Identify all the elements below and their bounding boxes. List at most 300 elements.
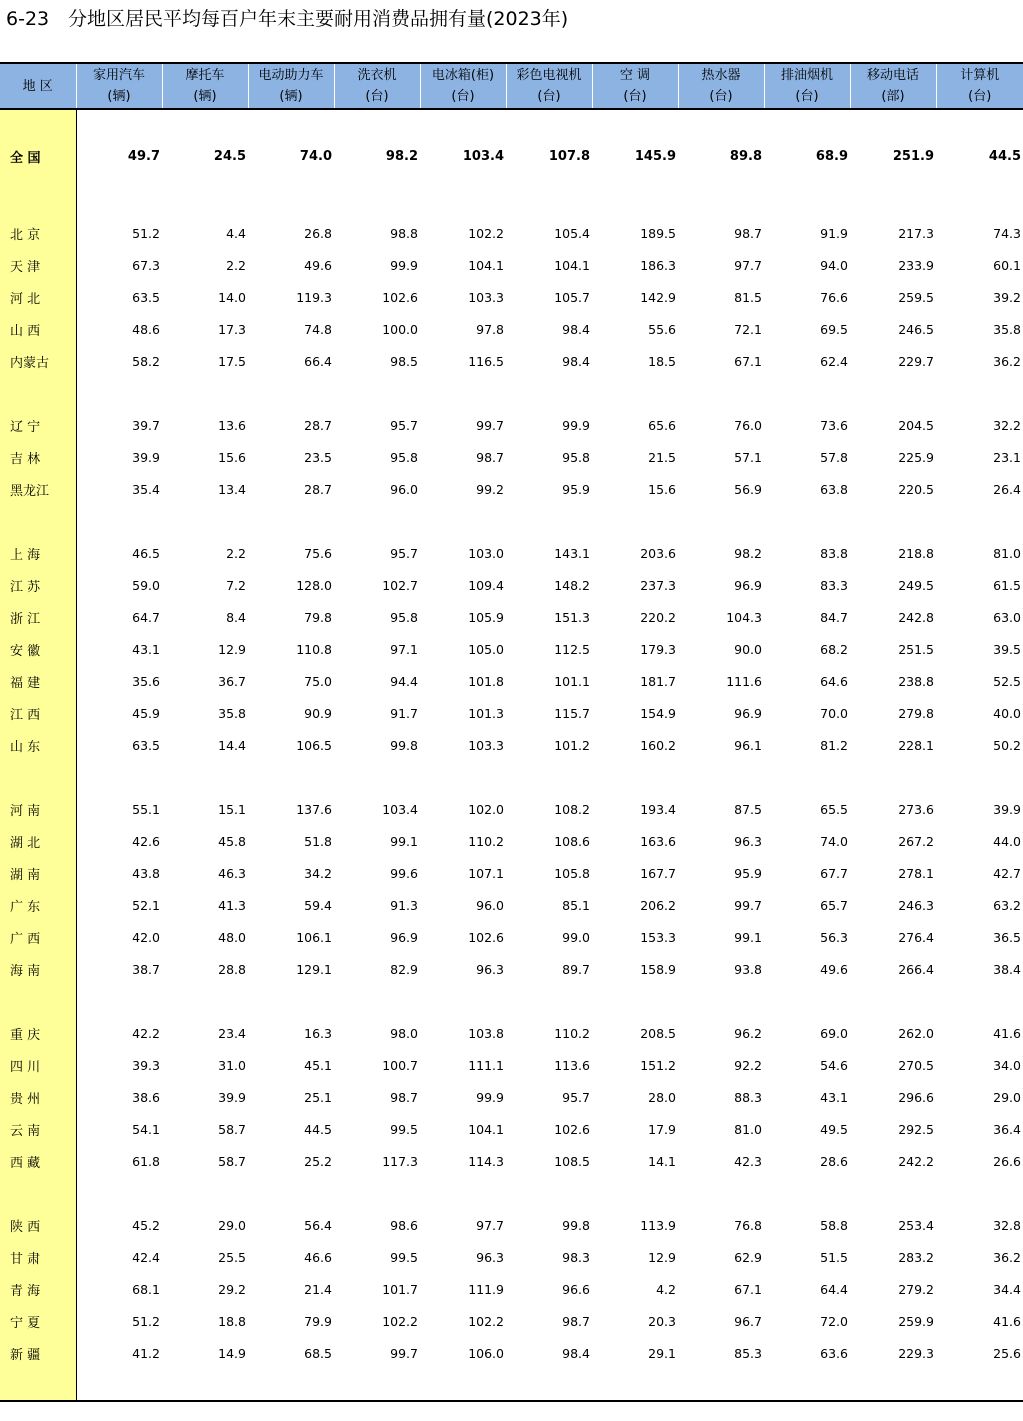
value-cell: 96.1 bbox=[734, 737, 762, 753]
value-cell: 91.7 bbox=[390, 705, 418, 721]
value-cell: 66.4 bbox=[304, 353, 332, 369]
value-cell: 102.6 bbox=[554, 1121, 590, 1137]
value-cell: 63.5 bbox=[132, 289, 160, 305]
value-cell: 108.2 bbox=[554, 801, 590, 817]
value-cell: 99.1 bbox=[390, 833, 418, 849]
value-cell: 218.8 bbox=[898, 545, 934, 561]
value-cell: 279.8 bbox=[898, 705, 934, 721]
column-header bbox=[334, 63, 420, 109]
value-cell: 62.9 bbox=[734, 1249, 762, 1265]
value-cell: 68.9 bbox=[815, 148, 848, 164]
value-cell: 36.5 bbox=[993, 929, 1021, 945]
value-cell: 24.5 bbox=[213, 148, 246, 164]
value-cell: 4.2 bbox=[656, 1281, 676, 1297]
table-row bbox=[0, 281, 1023, 313]
value-cell: 65.5 bbox=[820, 801, 848, 817]
value-cell: 17.3 bbox=[218, 321, 246, 337]
value-cell: 96.3 bbox=[476, 961, 504, 977]
value-cell: 63.8 bbox=[820, 481, 848, 497]
value-cell: 67.7 bbox=[820, 865, 848, 881]
value-cell: 220.2 bbox=[640, 609, 676, 625]
value-cell: 98.2 bbox=[385, 148, 418, 164]
value-cell: 242.2 bbox=[898, 1153, 934, 1169]
value-cell: 58.2 bbox=[132, 353, 160, 369]
value-cell: 266.4 bbox=[898, 961, 934, 977]
column-header-name: 计算机 bbox=[960, 68, 1000, 83]
column-header-name: 排油烟机 bbox=[780, 68, 833, 83]
value-cell: 18.8 bbox=[218, 1313, 246, 1329]
value-cell: 16.3 bbox=[304, 1025, 332, 1041]
value-cell: 17.9 bbox=[648, 1121, 676, 1137]
value-cell: 41.6 bbox=[993, 1025, 1021, 1041]
value-cell: 110.8 bbox=[296, 641, 332, 657]
value-cell: 108.5 bbox=[554, 1153, 590, 1169]
column-header-name: 家用汽车 bbox=[92, 68, 145, 83]
value-cell: 68.1 bbox=[132, 1281, 160, 1297]
value-cell: 61.5 bbox=[993, 577, 1021, 593]
value-cell: 85.3 bbox=[734, 1345, 762, 1361]
value-cell: 113.6 bbox=[554, 1057, 590, 1073]
value-cell: 42.7 bbox=[993, 865, 1021, 881]
value-cell: 51.2 bbox=[132, 1313, 160, 1329]
table-row bbox=[0, 953, 1023, 985]
value-cell: 28.7 bbox=[304, 417, 332, 433]
region-cell: 辽 宁 bbox=[0, 409, 76, 441]
column-header-name: 摩托车 bbox=[185, 68, 225, 83]
region-cell: 四 川 bbox=[0, 1049, 76, 1081]
value-cell: 28.6 bbox=[820, 1153, 848, 1169]
region-cell: 广 东 bbox=[0, 889, 76, 921]
region-cell: 江 西 bbox=[0, 697, 76, 729]
table-row bbox=[0, 441, 1023, 473]
column-header bbox=[76, 63, 162, 109]
region-cell: 上 海 bbox=[0, 537, 76, 569]
value-cell: 25.1 bbox=[304, 1089, 332, 1105]
value-cell: 23.1 bbox=[993, 449, 1021, 465]
value-cell: 41.2 bbox=[132, 1345, 160, 1361]
value-cell: 105.4 bbox=[554, 225, 590, 241]
value-cell: 63.0 bbox=[993, 609, 1021, 625]
value-cell: 41.3 bbox=[218, 897, 246, 913]
value-cell: 100.0 bbox=[382, 321, 418, 337]
value-cell: 14.4 bbox=[218, 737, 246, 753]
value-cell: 90.0 bbox=[734, 641, 762, 657]
value-cell: 29.0 bbox=[218, 1217, 246, 1233]
column-header-name: 洗衣机 bbox=[357, 68, 397, 83]
value-cell: 35.6 bbox=[132, 673, 160, 689]
value-cell: 100.7 bbox=[382, 1057, 418, 1073]
value-cell: 64.7 bbox=[132, 609, 160, 625]
table-row bbox=[0, 729, 1023, 761]
value-cell: 98.4 bbox=[562, 321, 590, 337]
value-cell: 278.1 bbox=[898, 865, 934, 881]
table-row bbox=[0, 1337, 1023, 1369]
value-cell: 81.0 bbox=[993, 545, 1021, 561]
table-row bbox=[0, 1209, 1023, 1241]
value-cell: 259.9 bbox=[898, 1313, 934, 1329]
value-cell: 12.9 bbox=[648, 1249, 676, 1265]
value-cell: 99.9 bbox=[562, 417, 590, 433]
value-cell: 74.0 bbox=[299, 148, 332, 164]
value-cell: 99.6 bbox=[390, 865, 418, 881]
value-cell: 64.4 bbox=[820, 1281, 848, 1297]
region-cell: 河 北 bbox=[0, 281, 76, 313]
value-cell: 36.2 bbox=[993, 1249, 1021, 1265]
table-row bbox=[0, 1305, 1023, 1337]
value-cell: 273.6 bbox=[898, 801, 934, 817]
value-cell: 8.4 bbox=[226, 609, 246, 625]
value-cell: 229.3 bbox=[898, 1345, 934, 1361]
value-cell: 99.5 bbox=[390, 1121, 418, 1137]
value-cell: 51.8 bbox=[304, 833, 332, 849]
value-cell: 17.5 bbox=[218, 353, 246, 369]
region-header: 地 区 bbox=[0, 63, 76, 109]
table-row bbox=[0, 889, 1023, 921]
region-cell: 宁 夏 bbox=[0, 1305, 76, 1337]
value-cell: 18.5 bbox=[648, 353, 676, 369]
value-cell: 79.9 bbox=[304, 1313, 332, 1329]
value-cell: 35.4 bbox=[132, 481, 160, 497]
value-cell: 42.6 bbox=[132, 833, 160, 849]
value-cell: 98.6 bbox=[390, 1217, 418, 1233]
value-cell: 98.4 bbox=[562, 353, 590, 369]
value-cell: 63.5 bbox=[132, 737, 160, 753]
column-header-unit: (台) bbox=[709, 89, 733, 104]
value-cell: 7.2 bbox=[226, 577, 246, 593]
value-cell: 42.2 bbox=[132, 1025, 160, 1041]
region-cell: 河 南 bbox=[0, 793, 76, 825]
table-row bbox=[0, 537, 1023, 569]
value-cell: 96.0 bbox=[390, 481, 418, 497]
value-cell: 97.1 bbox=[390, 641, 418, 657]
column-header bbox=[678, 63, 764, 109]
value-cell: 253.4 bbox=[898, 1217, 934, 1233]
value-cell: 101.7 bbox=[382, 1281, 418, 1297]
region-cell: 山 东 bbox=[0, 729, 76, 761]
value-cell: 111.6 bbox=[726, 673, 762, 689]
value-cell: 49.5 bbox=[820, 1121, 848, 1137]
value-cell: 99.8 bbox=[562, 1217, 590, 1233]
table-body bbox=[0, 109, 1023, 1401]
value-cell: 35.8 bbox=[218, 705, 246, 721]
value-cell: 69.5 bbox=[820, 321, 848, 337]
value-cell: 29.0 bbox=[993, 1089, 1021, 1105]
table-number: 6-23 bbox=[6, 8, 50, 30]
value-cell: 49.6 bbox=[304, 257, 332, 273]
value-cell: 75.6 bbox=[304, 545, 332, 561]
value-cell: 259.5 bbox=[898, 289, 934, 305]
spacer-row bbox=[0, 985, 1023, 1017]
column-header bbox=[850, 63, 936, 109]
value-cell: 56.4 bbox=[304, 1217, 332, 1233]
value-cell: 72.1 bbox=[734, 321, 762, 337]
value-cell: 96.7 bbox=[734, 1313, 762, 1329]
value-cell: 25.2 bbox=[304, 1153, 332, 1169]
value-cell: 39.2 bbox=[993, 289, 1021, 305]
value-cell: 68.2 bbox=[820, 641, 848, 657]
value-cell: 56.9 bbox=[734, 481, 762, 497]
value-cell: 28.8 bbox=[218, 961, 246, 977]
value-cell: 96.9 bbox=[734, 705, 762, 721]
value-cell: 98.8 bbox=[390, 225, 418, 241]
value-cell: 63.6 bbox=[820, 1345, 848, 1361]
value-cell: 94.4 bbox=[390, 673, 418, 689]
spacer-row bbox=[0, 185, 1023, 217]
value-cell: 102.2 bbox=[382, 1313, 418, 1329]
value-cell: 105.8 bbox=[554, 865, 590, 881]
value-cell: 39.5 bbox=[993, 641, 1021, 657]
value-cell: 102.6 bbox=[382, 289, 418, 305]
value-cell: 29.2 bbox=[218, 1281, 246, 1297]
region-cell: 云 南 bbox=[0, 1113, 76, 1145]
value-cell: 186.3 bbox=[640, 257, 676, 273]
value-cell: 233.9 bbox=[898, 257, 934, 273]
value-cell: 54.1 bbox=[132, 1121, 160, 1137]
value-cell: 41.6 bbox=[993, 1313, 1021, 1329]
value-cell: 45.2 bbox=[132, 1217, 160, 1233]
value-cell: 283.2 bbox=[898, 1249, 934, 1265]
value-cell: 105.0 bbox=[468, 641, 504, 657]
value-cell: 46.3 bbox=[218, 865, 246, 881]
value-cell: 103.8 bbox=[468, 1025, 504, 1041]
column-header-unit: (台) bbox=[451, 89, 475, 104]
value-cell: 51.5 bbox=[820, 1249, 848, 1265]
value-cell: 116.5 bbox=[468, 353, 504, 369]
value-cell: 91.3 bbox=[390, 897, 418, 913]
value-cell: 36.7 bbox=[218, 673, 246, 689]
value-cell: 76.6 bbox=[820, 289, 848, 305]
value-cell: 49.6 bbox=[820, 961, 848, 977]
value-cell: 26.8 bbox=[304, 225, 332, 241]
value-cell: 99.9 bbox=[476, 1089, 504, 1105]
table-row bbox=[0, 793, 1023, 825]
value-cell: 262.0 bbox=[898, 1025, 934, 1041]
value-cell: 106.5 bbox=[296, 737, 332, 753]
table-row bbox=[0, 1273, 1023, 1305]
column-header-name: 空 调 bbox=[619, 68, 651, 83]
value-cell: 48.0 bbox=[218, 929, 246, 945]
value-cell: 89.7 bbox=[562, 961, 590, 977]
value-cell: 98.3 bbox=[562, 1249, 590, 1265]
value-cell: 84.7 bbox=[820, 609, 848, 625]
table-row bbox=[0, 409, 1023, 441]
value-cell: 111.1 bbox=[468, 1057, 504, 1073]
column-header bbox=[420, 63, 506, 109]
value-cell: 81.5 bbox=[734, 289, 762, 305]
value-cell: 95.7 bbox=[562, 1089, 590, 1105]
value-cell: 12.9 bbox=[218, 641, 246, 657]
value-cell: 89.8 bbox=[729, 148, 762, 164]
value-cell: 220.5 bbox=[898, 481, 934, 497]
value-cell: 99.7 bbox=[390, 1345, 418, 1361]
value-cell: 56.3 bbox=[820, 929, 848, 945]
value-cell: 142.9 bbox=[640, 289, 676, 305]
value-cell: 98.7 bbox=[390, 1089, 418, 1105]
region-cell: 西 藏 bbox=[0, 1145, 76, 1177]
spacer-row bbox=[0, 1177, 1023, 1209]
value-cell: 88.3 bbox=[734, 1089, 762, 1105]
value-cell: 267.2 bbox=[898, 833, 934, 849]
column-header bbox=[936, 63, 1023, 109]
value-cell: 148.2 bbox=[554, 577, 590, 593]
value-cell: 67.1 bbox=[734, 353, 762, 369]
value-cell: 137.6 bbox=[296, 801, 332, 817]
value-cell: 101.2 bbox=[554, 737, 590, 753]
value-cell: 102.2 bbox=[468, 225, 504, 241]
column-header bbox=[248, 63, 334, 109]
region-cell: 新 疆 bbox=[0, 1337, 76, 1369]
column-header-unit: (台) bbox=[365, 89, 389, 104]
value-cell: 99.9 bbox=[390, 257, 418, 273]
table-row bbox=[0, 665, 1023, 697]
value-cell: 68.5 bbox=[304, 1345, 332, 1361]
value-cell: 45.1 bbox=[304, 1057, 332, 1073]
column-header-name: 电冰箱(柜) bbox=[431, 68, 495, 83]
table-row bbox=[0, 633, 1023, 665]
value-cell: 101.1 bbox=[554, 673, 590, 689]
value-cell: 98.7 bbox=[476, 449, 504, 465]
value-cell: 20.3 bbox=[648, 1313, 676, 1329]
region-cell: 陕 西 bbox=[0, 1209, 76, 1241]
region-cell: 福 建 bbox=[0, 665, 76, 697]
value-cell: 106.1 bbox=[296, 929, 332, 945]
value-cell: 95.8 bbox=[562, 449, 590, 465]
value-cell: 69.0 bbox=[820, 1025, 848, 1041]
value-cell: 34.4 bbox=[993, 1281, 1021, 1297]
value-cell: 58.7 bbox=[218, 1153, 246, 1169]
spacer-row bbox=[0, 505, 1023, 537]
region-cell: 江 苏 bbox=[0, 569, 76, 601]
region-cell: 安 徽 bbox=[0, 633, 76, 665]
value-cell: 25.5 bbox=[218, 1249, 246, 1265]
value-cell: 42.3 bbox=[734, 1153, 762, 1169]
national-row bbox=[0, 127, 1023, 185]
value-cell: 44.5 bbox=[304, 1121, 332, 1137]
value-cell: 208.5 bbox=[640, 1025, 676, 1041]
value-cell: 34.0 bbox=[993, 1057, 1021, 1073]
value-cell: 39.9 bbox=[132, 449, 160, 465]
table-row bbox=[0, 1145, 1023, 1177]
value-cell: 35.8 bbox=[993, 321, 1021, 337]
region-cell: 湖 北 bbox=[0, 825, 76, 857]
table-row bbox=[0, 921, 1023, 953]
region-cell: 全 国 bbox=[0, 127, 76, 185]
value-cell: 2.2 bbox=[226, 545, 246, 561]
value-cell: 189.5 bbox=[640, 225, 676, 241]
region-cell: 山 西 bbox=[0, 313, 76, 345]
value-cell: 55.1 bbox=[132, 801, 160, 817]
value-cell: 14.1 bbox=[648, 1153, 676, 1169]
value-cell: 106.0 bbox=[468, 1345, 504, 1361]
value-cell: 96.3 bbox=[734, 833, 762, 849]
value-cell: 104.1 bbox=[554, 257, 590, 273]
value-cell: 73.6 bbox=[820, 417, 848, 433]
value-cell: 193.4 bbox=[640, 801, 676, 817]
value-cell: 119.3 bbox=[296, 289, 332, 305]
value-cell: 95.9 bbox=[734, 865, 762, 881]
value-cell: 95.8 bbox=[390, 449, 418, 465]
value-cell: 104.1 bbox=[468, 1121, 504, 1137]
value-cell: 4.4 bbox=[226, 225, 246, 241]
value-cell: 92.2 bbox=[734, 1057, 762, 1073]
value-cell: 39.9 bbox=[218, 1089, 246, 1105]
value-cell: 217.3 bbox=[898, 225, 934, 241]
value-cell: 65.7 bbox=[820, 897, 848, 913]
table-row bbox=[0, 345, 1023, 377]
value-cell: 102.2 bbox=[468, 1313, 504, 1329]
column-header-name: 热水器 bbox=[701, 68, 741, 83]
table-row bbox=[0, 1241, 1023, 1273]
value-cell: 251.9 bbox=[892, 148, 934, 164]
value-cell: 63.2 bbox=[993, 897, 1021, 913]
value-cell: 31.0 bbox=[218, 1057, 246, 1073]
value-cell: 58.8 bbox=[820, 1217, 848, 1233]
table-row bbox=[0, 601, 1023, 633]
value-cell: 32.2 bbox=[993, 417, 1021, 433]
value-cell: 44.0 bbox=[993, 833, 1021, 849]
value-cell: 81.2 bbox=[820, 737, 848, 753]
value-cell: 292.5 bbox=[898, 1121, 934, 1137]
value-cell: 90.9 bbox=[304, 705, 332, 721]
value-cell: 117.3 bbox=[382, 1153, 418, 1169]
value-cell: 163.6 bbox=[640, 833, 676, 849]
value-cell: 13.4 bbox=[218, 481, 246, 497]
value-cell: 36.2 bbox=[993, 353, 1021, 369]
region-cell: 甘 肃 bbox=[0, 1241, 76, 1273]
value-cell: 64.6 bbox=[820, 673, 848, 689]
value-cell: 14.0 bbox=[218, 289, 246, 305]
region-cell: 重 庆 bbox=[0, 1017, 76, 1049]
value-cell: 99.7 bbox=[734, 897, 762, 913]
value-cell: 115.7 bbox=[554, 705, 590, 721]
value-cell: 105.9 bbox=[468, 609, 504, 625]
value-cell: 206.2 bbox=[640, 897, 676, 913]
column-header-unit: (台) bbox=[968, 89, 992, 104]
value-cell: 105.7 bbox=[554, 289, 590, 305]
value-cell: 237.3 bbox=[640, 577, 676, 593]
value-cell: 109.4 bbox=[468, 577, 504, 593]
column-header-unit: (台) bbox=[623, 89, 647, 104]
value-cell: 74.8 bbox=[304, 321, 332, 337]
value-cell: 74.3 bbox=[993, 225, 1021, 241]
value-cell: 238.8 bbox=[898, 673, 934, 689]
table-row bbox=[0, 473, 1023, 505]
value-cell: 101.8 bbox=[468, 673, 504, 689]
table-row bbox=[0, 825, 1023, 857]
value-cell: 160.2 bbox=[640, 737, 676, 753]
value-cell: 96.6 bbox=[562, 1281, 590, 1297]
spacer-row bbox=[0, 109, 1023, 127]
value-cell: 246.5 bbox=[898, 321, 934, 337]
value-cell: 54.6 bbox=[820, 1057, 848, 1073]
value-cell: 107.8 bbox=[548, 148, 590, 164]
value-cell: 15.1 bbox=[218, 801, 246, 817]
value-cell: 65.6 bbox=[648, 417, 676, 433]
value-cell: 99.2 bbox=[476, 481, 504, 497]
value-cell: 145.9 bbox=[634, 148, 676, 164]
value-cell: 58.7 bbox=[218, 1121, 246, 1137]
region-cell: 北 京 bbox=[0, 217, 76, 249]
value-cell: 46.5 bbox=[132, 545, 160, 561]
value-cell: 128.0 bbox=[296, 577, 332, 593]
value-cell: 67.3 bbox=[132, 257, 160, 273]
value-cell: 181.7 bbox=[640, 673, 676, 689]
spacer-row bbox=[0, 1369, 1023, 1401]
spacer-row bbox=[0, 377, 1023, 409]
region-cell: 广 西 bbox=[0, 921, 76, 953]
table-row bbox=[0, 313, 1023, 345]
value-cell: 57.8 bbox=[820, 449, 848, 465]
